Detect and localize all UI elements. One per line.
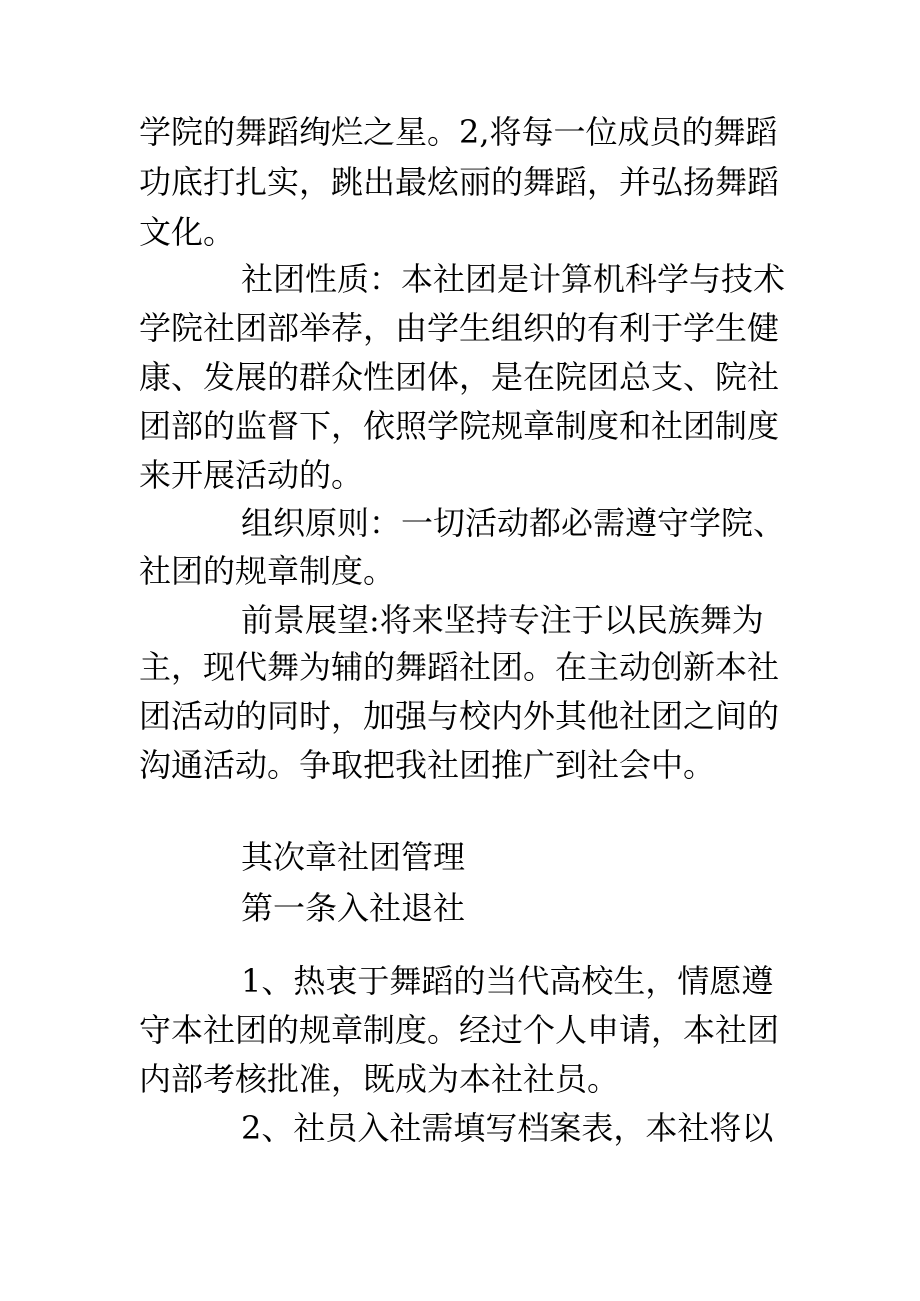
paragraph-heading-line: 社团性质：本社团是计算机科学与技术 [241,260,786,298]
text-line: 主，现代舞为辅的舞蹈社团。在主动创新本社 [139,648,780,686]
text-line: 守本社团的规章制度。经过个人申请，本社团 [139,1011,780,1049]
text-line: 沟通活动。争取把我社团推广到社会中。 [139,746,716,784]
text-line: 内部考核批准，既成为本社社员。 [139,1060,620,1098]
paragraph-heading-line: 前景展望:将来坚持专注于以民族舞为 [241,601,764,639]
paragraph-heading-line: 组织原则：一切活动都必需遵守学院、 [241,504,786,542]
text-line: 学院的舞蹈绚烂之星。2,将每一位成员的舞蹈 [139,113,778,151]
text-line: 康、发展的群众性团体，是在院团总支、院社 [139,358,780,396]
article-heading: 第一条入社退社 [241,889,466,927]
text-line: 团活动的同时，加强与校内外其他社团之间的 [139,697,780,735]
text-line: 团部的监督下，依照学院规章制度和社团制度 [139,407,780,445]
list-item-line: 2、社员入社需填写档案表，本社将以 [241,1109,774,1147]
chapter-heading: 其次章社团管理 [241,838,466,876]
text-line: 来开展活动的。 [139,456,364,494]
list-item-line: 1、热衷于舞蹈的当代高校生，情愿遵 [241,962,774,1000]
text-line: 社团的规章制度。 [139,552,396,590]
text-line: 学院社团部举荐，由学生组织的有利于学生健 [139,309,780,347]
text-line: 功底打扎实，跳出最炫丽的舞蹈，并弘扬舞蹈 [139,163,780,201]
text-line: 文化。 [139,213,236,251]
